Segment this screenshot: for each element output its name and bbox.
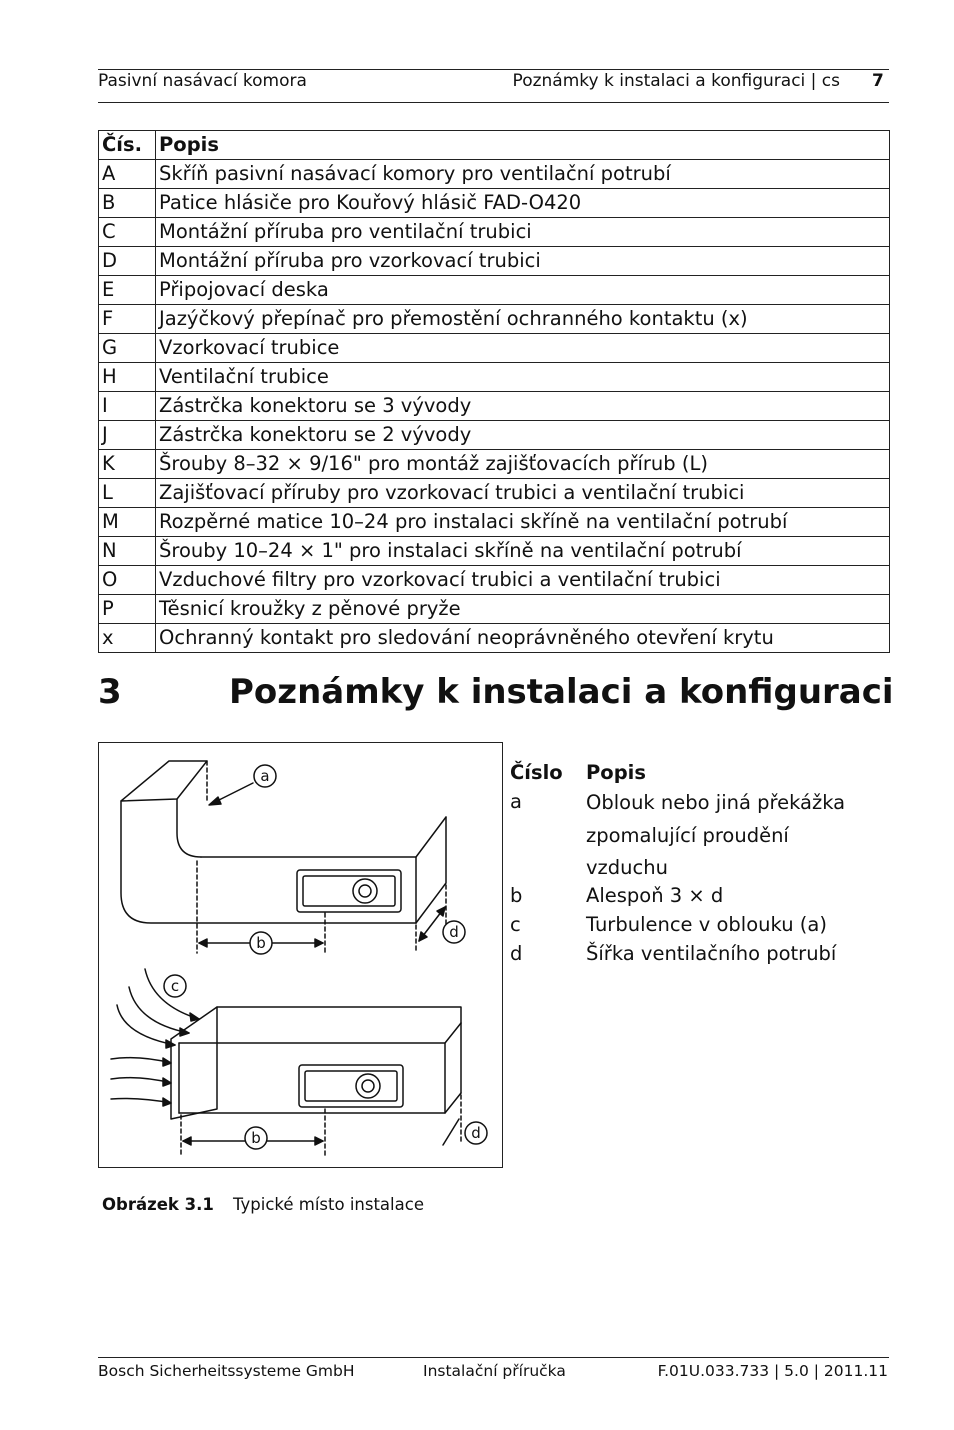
page-number: 7 <box>872 71 884 91</box>
legend-key: a <box>510 790 522 813</box>
row-id: C <box>99 218 156 247</box>
table-row <box>99 595 890 624</box>
duct-inlet-flange <box>171 1007 217 1119</box>
table-row <box>99 392 890 421</box>
table-row <box>99 305 890 334</box>
table-header-description: Popis <box>156 131 890 160</box>
row-id: x <box>99 624 156 653</box>
table-row <box>99 189 890 218</box>
caption-label: Obrázek 3.1 <box>102 1195 214 1214</box>
table-row <box>99 450 890 479</box>
row-id: E <box>99 276 156 305</box>
duct-bend-outline <box>121 801 416 923</box>
figure-label-c: c <box>170 977 180 995</box>
duct-bottom-top-edge <box>179 1023 461 1043</box>
row-desc: Vzduchové filtry pro vzorkovací trubici a ventilační trubici <box>156 566 890 595</box>
row-desc: Ochranný kontakt pro sledování neoprávněného otevření krytu <box>156 624 890 653</box>
duct-bend-top-face <box>121 761 207 801</box>
legend-key: d <box>510 942 523 965</box>
parts-table <box>98 130 890 653</box>
legend-text: Šířka ventilačního potrubí <box>586 942 837 965</box>
figure-label-d-bottom: d <box>471 1124 481 1142</box>
airflow-arrow-3 <box>111 1099 171 1104</box>
table-row <box>99 247 890 276</box>
row-id: N <box>99 537 156 566</box>
airflow-arrow-2 <box>111 1078 171 1083</box>
row-desc: Zajišťovací příruby pro vzorkovací trubici a ventilační trubici <box>156 479 890 508</box>
row-id: P <box>99 595 156 624</box>
row-desc: Montážní příruba pro ventilační trubici <box>156 218 890 247</box>
row-id: I <box>99 392 156 421</box>
row-id: K <box>99 450 156 479</box>
table-row <box>99 479 890 508</box>
legend-header-number: Číslo <box>510 761 563 784</box>
table-header-number: Čís. <box>99 131 156 160</box>
row-desc: Rozpěrné matice 10–24 pro instalaci skříně na ventilační potrubí <box>156 508 890 537</box>
row-id: H <box>99 363 156 392</box>
row-desc: Připojovací deska <box>156 276 890 305</box>
row-id: M <box>99 508 156 537</box>
footer-company: Bosch Sicherheitssysteme GmbH <box>98 1362 355 1380</box>
airflow-arrow-1 <box>111 1058 171 1063</box>
table-row <box>99 421 890 450</box>
legend-text: Alespoň 3 × d <box>586 884 724 907</box>
row-desc: Jazýčkový přepínač pro přemostění ochranného kontaktu (x) <box>156 305 890 334</box>
table-row <box>99 334 890 363</box>
figure-label-d-top: d <box>449 923 459 941</box>
row-id: B <box>99 189 156 218</box>
row-desc: Skříň pasivní nasávací komory pro ventilační potrubí <box>156 160 890 189</box>
table-row <box>99 363 890 392</box>
figure-label-a: a <box>260 767 270 785</box>
row-desc: Montážní příruba pro vzorkovací trubici <box>156 247 890 276</box>
figure-label-b-bottom: b <box>251 1129 261 1147</box>
table-header-row <box>99 131 890 160</box>
legend-text: Oblouk nebo jiná překážka zpomalující proudění vzduchu <box>586 791 846 879</box>
table-row <box>99 624 890 653</box>
table-row <box>99 537 890 566</box>
row-desc: Šrouby 8–32 × 9/16" pro montáž zajišťovacích přírub (L) <box>156 450 890 479</box>
dimension-d-bottom-line <box>443 1119 459 1145</box>
row-id: G <box>99 334 156 363</box>
row-id: O <box>99 566 156 595</box>
footer-manual: Instalační příručka <box>423 1362 566 1380</box>
duct-end-face <box>416 817 446 923</box>
table-row <box>99 160 890 189</box>
row-id: L <box>99 479 156 508</box>
row-id: J <box>99 421 156 450</box>
duct-bottom-base-edge <box>179 1093 461 1113</box>
section-title: Poznámky k instalaci a konfiguraci <box>229 672 894 712</box>
section-number: 3 <box>98 672 122 712</box>
figure-label-b-top: b <box>256 934 266 952</box>
row-id: A <box>99 160 156 189</box>
detector-port-bottom <box>356 1074 380 1098</box>
footer-rule <box>98 1357 889 1358</box>
detector-port-top <box>353 879 377 903</box>
legend-key: c <box>510 913 521 936</box>
legend-text: Turbulence v oblouku (a) <box>586 913 827 936</box>
installation-diagram <box>99 743 504 1169</box>
row-desc: Těsnicí kroužky z pěnové pryže <box>156 595 890 624</box>
row-desc: Zástrčka konektoru se 3 vývody <box>156 392 890 421</box>
legend-key: b <box>510 884 523 907</box>
figure-caption <box>102 1195 424 1214</box>
caption-text: Typické místo instalace <box>233 1195 424 1214</box>
legend-header-description: Popis <box>586 761 646 784</box>
table-row <box>99 508 890 537</box>
header-right-title: Poznámky k instalaci a konfiguraci | cs <box>512 71 840 91</box>
row-desc: Šrouby 10–24 × 1" pro instalaci skříně na ventilační potrubí <box>156 537 890 566</box>
row-desc: Patice hlásiče pro Kouřový hlásič FAD-O420 <box>156 189 890 218</box>
header-top-rule <box>98 69 889 70</box>
header-left-title: Pasivní nasávací komora <box>98 71 307 91</box>
row-desc: Zástrčka konektoru se 2 vývody <box>156 421 890 450</box>
turbulence-arrow-3 <box>117 1005 175 1045</box>
table-row <box>99 566 890 595</box>
row-id: F <box>99 305 156 334</box>
header-bottom-rule <box>98 102 889 103</box>
duct-top-edge <box>201 817 446 857</box>
row-desc: Vzorkovací trubice <box>156 334 890 363</box>
installation-figure <box>98 742 503 1168</box>
row-desc: Ventilační trubice <box>156 363 890 392</box>
table-row <box>99 218 890 247</box>
duct-inner-curve <box>177 799 201 857</box>
footer-doc-id: F.01U.033.733 | 5.0 | 2011.11 <box>657 1362 888 1380</box>
row-id: D <box>99 247 156 276</box>
table-row <box>99 276 890 305</box>
